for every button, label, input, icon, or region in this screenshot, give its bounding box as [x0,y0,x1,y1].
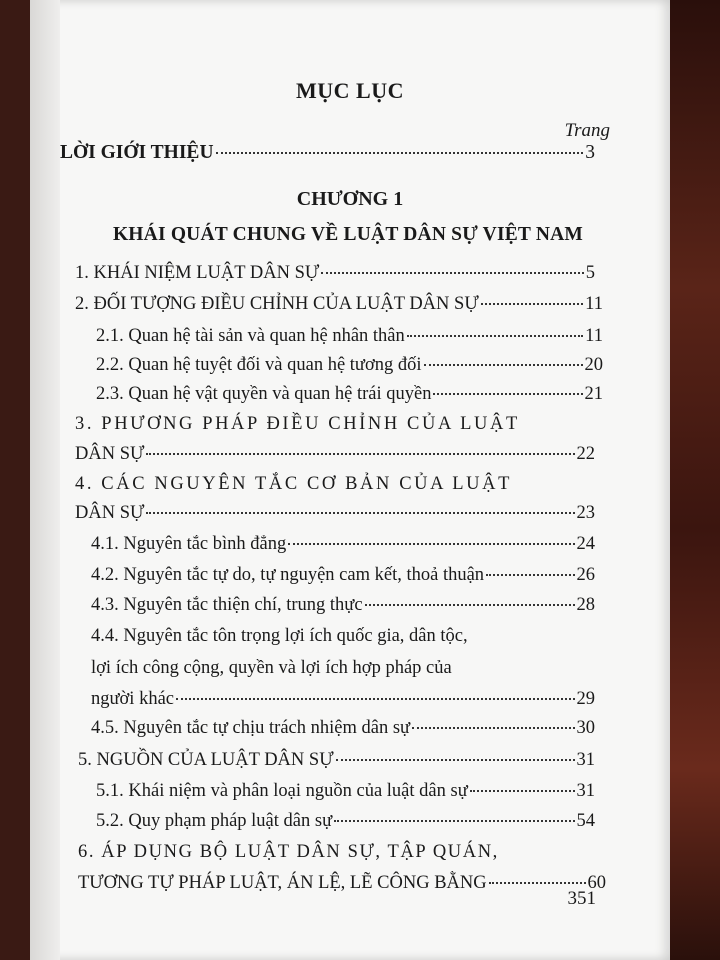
toc-entry-page: 24 [576,534,595,554]
toc-entry-label: 4.5. Nguyên tắc tự chịu trách nhiệm dân sự [91,718,411,738]
toc-entry-page: 22 [576,444,595,464]
toc-entry-page: 28 [576,595,595,615]
toc-entry-label-line1: 3. PHƯƠNG PHÁP ĐIỀU CHỈNH CỦA LUẬT [75,414,520,434]
dot-leader [216,152,584,154]
toc-entry-label-line1: 4. CÁC NGUYÊN TẮC CƠ BẢN CỦA LUẬT [75,474,512,494]
toc-entry-label-line1: 4.4. Nguyên tắc tôn trọng lợi ích quốc gia, dân tộc, [91,626,468,646]
dot-leader [407,335,583,337]
toc-entry-page: 23 [576,503,595,523]
toc-entry [75,503,595,524]
toc-entry [75,263,595,284]
toc-subentry [91,595,595,616]
toc-entry-label: 2. ĐỐI TƯỢNG ĐIỀU CHỈNH CỦA LUẬT DÂN SỰ [75,294,479,314]
dot-leader [146,512,574,514]
toc-entry-label: 4.3. Nguyên tắc thiện chí, trung thực [91,595,363,615]
dot-leader [288,543,574,545]
toc-subentry [96,384,603,405]
toc-subentry [91,565,595,586]
toc-entry-label-line2: lợi ích công cộng, quyền và lợi ích hợp pháp của [91,658,452,678]
toc-subentry [96,781,595,802]
dot-leader [433,393,582,395]
toc-entry-label: 5.2. Quy phạm pháp luật dân sự [96,811,333,831]
toc-entry-label: 2.1. Quan hệ tài sản và quan hệ nhân thân [96,326,405,346]
toc-entry-page: 60 [587,873,606,893]
toc-entry-label: DÂN SỰ [75,444,145,464]
toc-entry-label: 5.1. Khái niệm và phân loại nguồn của luật dân sự [96,781,468,801]
page-column-label: Trang [564,120,610,141]
toc-entry-label: người khác [91,689,174,709]
toc-entry-label: 4.1. Nguyên tắc bình đẳng [91,534,287,554]
toc-entry-label: 1. KHÁI NIỆM LUẬT DÂN SỰ [75,263,320,283]
toc-subentry [91,689,595,710]
book-page [30,0,670,960]
page-gutter [30,0,60,960]
toc-entry-label: LỜI GIỚI THIỆU [60,142,214,163]
toc-entry-label: 2.2. Quan hệ tuyệt đối và quan hệ tương đối [96,355,422,375]
toc-subentry [91,534,595,555]
toc-entry-page: 20 [584,355,603,375]
toc-entry-page: 26 [576,565,595,585]
toc-entry-page: 29 [576,689,595,709]
toc-entry-page: 31 [576,750,595,770]
toc-entry-page: 5 [585,263,595,283]
toc-entry-page: 31 [576,781,595,801]
toc-entry-label: DÂN SỰ [75,503,145,523]
dot-leader [481,303,584,305]
toc-entry-page: 21 [584,384,603,404]
dot-leader [470,790,575,792]
toc-subentry [96,326,603,347]
toc-entry [75,294,603,315]
dot-leader [321,272,584,274]
toc-entry-label: 4.2. Nguyên tắc tự do, tự nguyện cam kết, thoả thuận [91,565,485,585]
toc-entry-intro [60,142,595,164]
dot-leader [486,574,574,576]
toc-entry-label: TƯƠNG TỰ PHÁP LUẬT, ÁN LỆ, LẼ CÔNG BẰNG [78,873,487,893]
dot-leader [146,453,574,455]
toc-subentry [96,811,595,832]
dot-leader [334,820,574,822]
toc-entry-label-line1: 6. ÁP DỤNG BỘ LUẬT DÂN SỰ, TẬP QUÁN, [78,842,499,862]
dot-leader [412,727,574,729]
dot-leader [489,882,586,884]
toc-entry-label: 2.3. Quan hệ vật quyền và quan hệ trái quyền [96,384,432,404]
toc-entry [78,873,606,894]
dot-leader [176,698,575,700]
toc-subentry [96,355,603,376]
dot-leader [365,604,575,606]
chapter-title: KHÁI QUÁT CHUNG VỀ LUẬT DÂN SỰ VIỆT NAM [112,224,584,245]
toc-entry-label: 5. NGUỒN CỦA LUẬT DÂN SỰ [78,750,334,770]
toc-entry [75,444,595,465]
toc-heading: MỤC LỤC [296,78,404,103]
page-number: 351 [567,888,596,909]
dot-leader [424,364,583,366]
toc-entry-page: 30 [576,718,595,738]
toc-entry [78,750,595,771]
toc-entry-page: 11 [585,326,603,346]
toc-entry-page: 3 [585,142,595,163]
toc-entry-page: 54 [576,811,595,831]
toc-subentry [91,718,595,739]
dot-leader [336,759,575,761]
toc-entry-page: 11 [585,294,603,314]
chapter-label: CHƯƠNG 1 [296,188,404,210]
